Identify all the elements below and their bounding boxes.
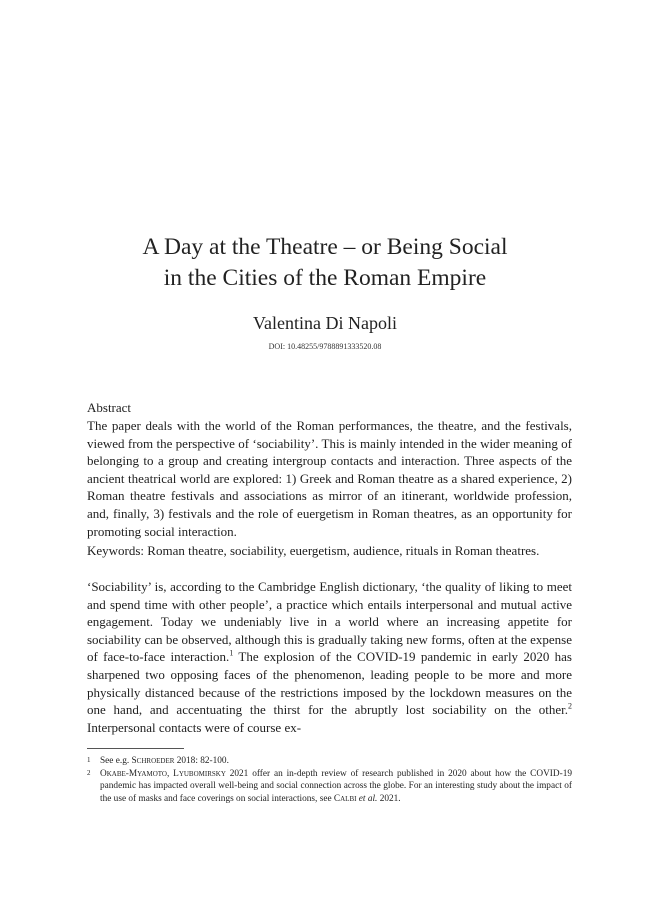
footnote-etal: et al. [358,793,378,804]
title-line-1: A Day at the Theatre – or Being Social [142,234,508,260]
footnote-separator [87,748,184,749]
doi-identifier: DOI: 10.48255/9788891333520.08 [268,342,382,351]
footnote-author: Okabe-Myamoto, Lyubomirsky [100,768,226,779]
footnote-number: 2 [87,768,91,777]
keywords-line: Keywords: Roman theatre, sociability, euergetism, audience, rituals in Roman theatres. [87,543,540,558]
footnote-number: 1 [87,756,91,764]
footnote-text: 2021. [377,793,401,804]
abstract-heading: Abstract [87,400,132,415]
intro-text-part2: The explosion of the COVID-19 pandemic in early 2020 has sharpened two opposing faces of the phenomenon, leading people to be more and more physically distanced because of the restrictions imposed by the lockdown measures on the one hand, and accentuating the thirst for the abruptly lost sociability on the other. [87,649,572,718]
footnote-ref-1[interactable]: 1 [229,649,234,659]
title-line-2: in the Cities of the Roman Empire [163,265,487,291]
intro-paragraph [87,578,572,736]
author-name: Valentina Di Napoli [253,313,397,333]
paper-title [60,232,590,294]
footnote-1 [87,755,572,768]
footnote-2 [87,768,572,806]
footnote-text: 2021 offer an in-depth review of research published in 2020 about how the COVID-19 pandemic has impacted overall well-being and social connection across the globe. For an interesting study about the impact of the use of masks and face coverings on social interactions, see [100,768,572,804]
footnotes [87,755,572,805]
footnote-author: Calbi [333,793,357,804]
intro-text-part3: Interpersonal contacts were of course ex- [87,719,302,735]
intro-text-part1: ‘Sociability’ is, according to the Cambridge English dictionary, ‘the quality of liking to meet and spend time with other people’, a practice which entails interpersonal and mutual active engagement. Today we undeniably live in a world where an increasing appetite for sociability can be observed, although this is gradually taking new forms, often at the expense of face-to-face interaction. [87,579,572,665]
footnote-text: See e.g. [100,756,132,766]
footnote-author: Schroeder [131,756,175,766]
abstract-paragraph: The paper deals with the world of the Roman performances, the theatre, and the festivals, viewed from the perspective of ‘sociability’. This is mainly intended in the wider meaning of belonging to a group and creating intergroup contacts and interaction. Three aspects of the ancient theatrical world are explored: 1) Greek and Roman theatre as a shared experience, 2) Roman theatre festivals and associations as mirror of an itinerant, worldwide profession, and, finally, 3) festivals and the role of euergetism in Roman theatres, as an opportunity for promoting social interaction. [87,418,572,539]
footnote-ref-2[interactable]: 2 [568,701,572,711]
footnote-text: 2018: 82-100. [174,756,229,766]
